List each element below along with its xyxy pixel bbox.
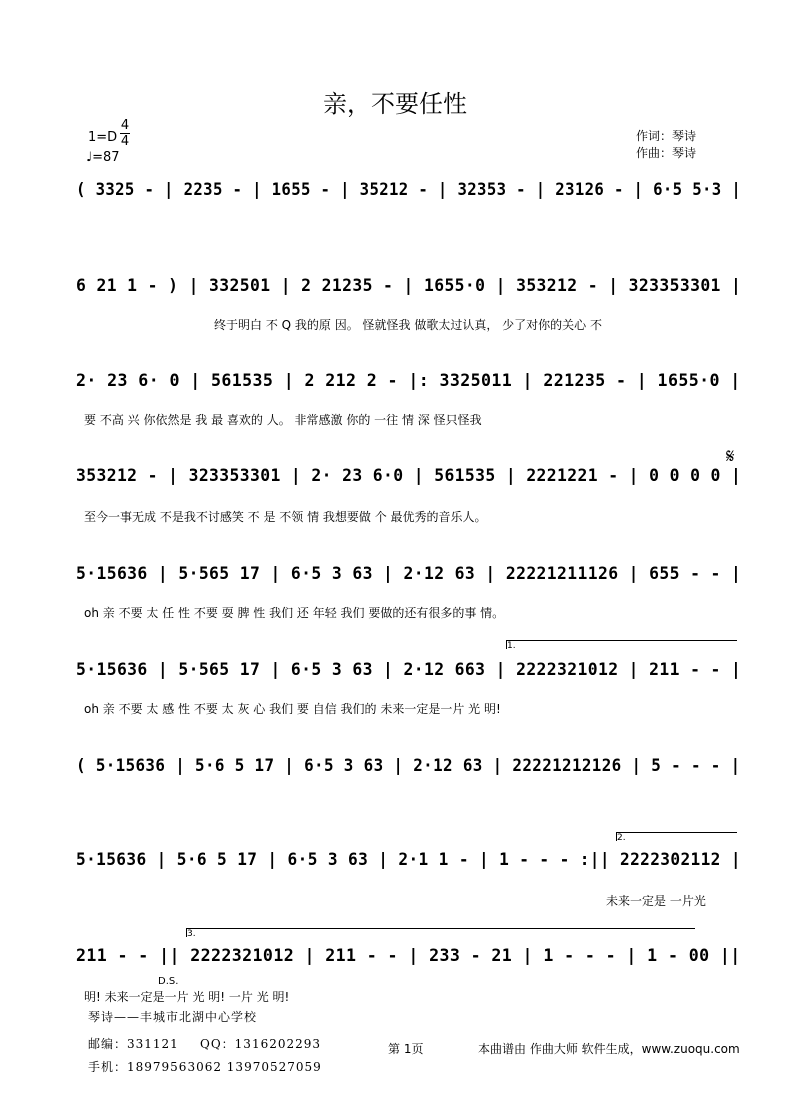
volta-bracket-1: 1. bbox=[506, 640, 737, 649]
notation-line: 5·15636 | 5·565 17 | 6·5 3 63 | 2·12 663 | 2222321012 | 211 - - | bbox=[76, 660, 742, 680]
lyricist: 作词：琴诗 bbox=[636, 129, 697, 143]
lyric-line: oh 亲 不要 太 感 性 不要 太 灰 心 我们 要 自信 我们的 未来一定是一片 光 明! bbox=[84, 702, 501, 716]
footer-school: 琴诗——丰城市北湖中心学校 bbox=[88, 1010, 258, 1024]
key-signature: 1=D bbox=[88, 130, 118, 145]
volta-bracket-3: 3. bbox=[186, 928, 695, 937]
page-number: 第 1页 bbox=[388, 1042, 424, 1056]
notation-line: 2· 23 6· 0 | 561535 | 2 212 2 - |: 3325011 | 221235 - | 1655·0 | bbox=[76, 371, 741, 391]
notation-line: 5·15636 | 5·565 17 | 6·5 3 63 | 2·12 63 | 22221211126 | 655 - - | bbox=[76, 564, 742, 584]
footer-postcode: 邮编：331121 bbox=[88, 1037, 179, 1051]
score-row-7 bbox=[76, 752, 741, 788]
song-title: 亲，不要任性 bbox=[323, 90, 467, 118]
score-row-2 bbox=[76, 272, 742, 332]
score-row-9 bbox=[76, 929, 741, 1004]
quarter-note-icon: ♩ bbox=[86, 150, 93, 165]
score-row-4 bbox=[76, 444, 742, 524]
segno-icon: 𝄋 bbox=[726, 444, 735, 468]
notation-line: 353212 - | 323353301 | 2· 23 6·0 | 561535 | 2221221 - | 0 0 0 0 | bbox=[76, 466, 742, 486]
score-row-5 bbox=[76, 560, 742, 620]
score-row-1 bbox=[76, 176, 741, 212]
meter-bottom: 4 bbox=[120, 134, 130, 149]
notation-line: 6 21 1 - ) | 332501 | 2 21235 - | 1655·0 | 353212 - | 323353301 | bbox=[76, 276, 742, 296]
tempo-marking bbox=[86, 150, 120, 165]
lyric-line: 终于明白 不 Q 我的原 因。 怪就怪我 做歌太过认真， 少了对你的关心 不 bbox=[214, 318, 602, 332]
ds-marking: D.S. bbox=[158, 976, 179, 987]
meter-top: 4 bbox=[120, 118, 130, 133]
volta-bracket-2: 2. bbox=[616, 832, 737, 841]
score-row-3 bbox=[76, 367, 741, 427]
footer-qq: QQ：1316202293 bbox=[200, 1037, 322, 1051]
lyric-line: 要 不高 兴 你依然是 我 最 喜欢的 人。 非常感激 你的 一往 情 深 怪只怪我 bbox=[84, 413, 482, 427]
lyric-line: oh 亲 不要 太 任 性 不要 耍 脾 性 我们 还 年轻 我们 要做的还有很多的事 情。 bbox=[84, 606, 505, 620]
tempo-value: =87 bbox=[92, 150, 120, 165]
lyric-line: 未来一定是 一片光 bbox=[606, 894, 706, 908]
notation-line: 211 - - || 2222321012 | 211 - - | 233 - 21 | 1 - - - | 1 - 00 || bbox=[76, 946, 741, 966]
footer-phone: 手机：18979563062 13970527059 bbox=[88, 1060, 322, 1074]
notation-line: 5·15636 | 5·6 5 17 | 6·5 3 63 | 2·1 1 - | 1 - - - :|| 2222302112 | bbox=[76, 850, 741, 870]
score-row-8 bbox=[76, 833, 741, 908]
time-signature bbox=[120, 118, 130, 149]
composer: 作曲：琴诗 bbox=[636, 146, 697, 160]
notation-line: ( 5·15636 | 5·6 5 17 | 6·5 3 63 | 2·12 63 | 22221212126 | 5 - - - | bbox=[76, 756, 741, 776]
score-row-6 bbox=[76, 641, 742, 716]
generator-note: 本曲谱由 作曲大师 软件生成，www.zuoqu.com bbox=[478, 1042, 740, 1056]
notation-line: ( 3325 - | 2235 - | 1655 - | 35212 - | 32353 - | 23126 - | 6·5 5·3 | bbox=[76, 180, 742, 200]
lyric-line: 至今一事无成 不是我不讨感笑 不 是 不领 情 我想要做 个 最优秀的音乐人。 bbox=[84, 510, 487, 524]
lyric-line: 明! 未来一定是一片 光 明! 一片 光 明! bbox=[84, 990, 290, 1004]
